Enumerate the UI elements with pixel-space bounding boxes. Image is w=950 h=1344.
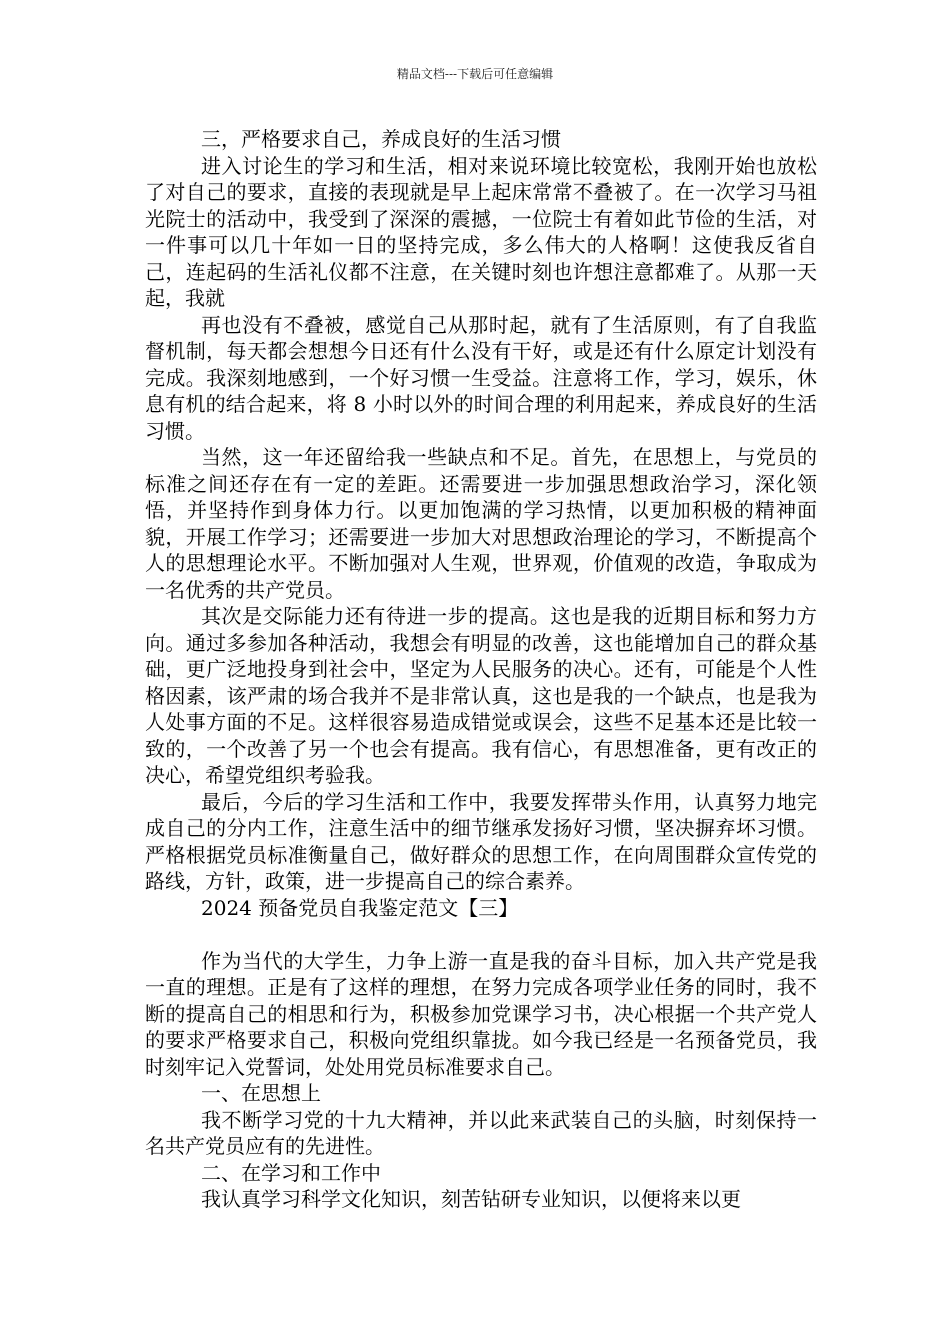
paragraph: 其次是交际能力还有待进一步的提高。这也是我的近期目标和努力方向。通过多参加各种活动，我想会有明显的改善，这也能增加自己的群众基础，更广泛地投身到社会中，坚定为人民服务的决心。还有，可能是个人性格因素，该严肃的场合我并不是非常认真，这也是我的一个缺点，也是我为人处事方面的不足。这样很容易造成错觉或误会，这些不足基本还是比较一致的，一个改善了另一个也会有提高。我有信心，有思想准备，更有改正的决心，希望党组织考验我。 <box>145 604 817 787</box>
paragraph: 我认真学习科学文化知识，刻苦钻研专业知识，以便将来以更 <box>201 1187 741 1211</box>
subheading-1: 一、在思想上 <box>201 1081 321 1105</box>
paragraph: 进入讨论生的学习和生活，相对来说环境比较宽松，我刚开始也放松了对自己的要求，直接的表现就是早上起床常常不叠被了。在一次学习马祖光院士的活动中，我受到了深深的震撼，一位院士有着如此节俭的生活，对一件事可以几十年如一日的坚持完成，多么伟大的人格啊！这使我反省自己，连起码的生活礼仪都不注意，在关键时刻也许想注意都难了。从那一天起，我就 <box>145 153 817 310</box>
article-title: 2024 预备党员自我鉴定范文【三】 <box>201 895 519 920</box>
page-header: 精品文档---下载后可任意编辑 <box>396 67 554 81</box>
paragraph: 当然，这一年还留给我一些缺点和不足。首先，在思想上，与党员的标准之间还存在有一定的差距。还需要进一步加强思想政治学习，深化领悟，并坚持作到身体力行。以更加饱满的学习热情，以更加积极的精神面貌，开展工作学习；还需要进一步加大对思想政治理论的学习，不断提高个人的思想理论水平。不断加强对人生观，世界观，价值观的改造，争取成为一名优秀的共产党员。 <box>145 445 817 602</box>
blank-line <box>145 921 817 948</box>
paragraph: 我不断学习党的十九大精神，并以此来武装自己的头脑，时刻保持一名共产党员应有的先进性。 <box>145 1107 817 1158</box>
document-body <box>145 126 817 1213</box>
section-heading-3: 三，严格要求自己，养成良好的生活习惯 <box>201 127 561 151</box>
paragraph: 再也没有不叠被，感觉自己从那时起，就有了生活原则，有了自我监督机制，每天都会想想今日还有什么没有干好，或是还有什么原定计划没有完成。我深刻地感到，一个好习惯一生受益。注意将工作，学习，娱乐，休息有机的结合起来，将 8 小时以外的时间合理的利用起来，养成良好的生活习惯。 <box>145 312 817 443</box>
paragraph: 作为当代的大学生，力争上游一直是我的奋斗目标，加入共产党是我一直的理想。正是有了这样的理想，在努力完成各项学业任务的同时，我不断的提高自己的相思和行为，积极参加党课学习书，决心根据一个共产党人的要求严格要求自己，积极向党组织靠拢。如今我已经是一名预备党员，我时刻牢记入党誓词，处处用党员标准要求自己。 <box>145 948 817 1079</box>
paragraph: 最后，今后的学习生活和工作中，我要发挥带头作用，认真努力地完成自己的分内工作，注意生活中的细节继承发扬好习惯，坚决摒弃坏习惯。严格根据党员标准衡量自己，做好群众的思想工作，在向周围群众宣传党的路线，方针，政策，进一步提高自己的综合素养。 <box>145 789 817 893</box>
subheading-2: 二、在学习和工作中 <box>201 1160 381 1185</box>
